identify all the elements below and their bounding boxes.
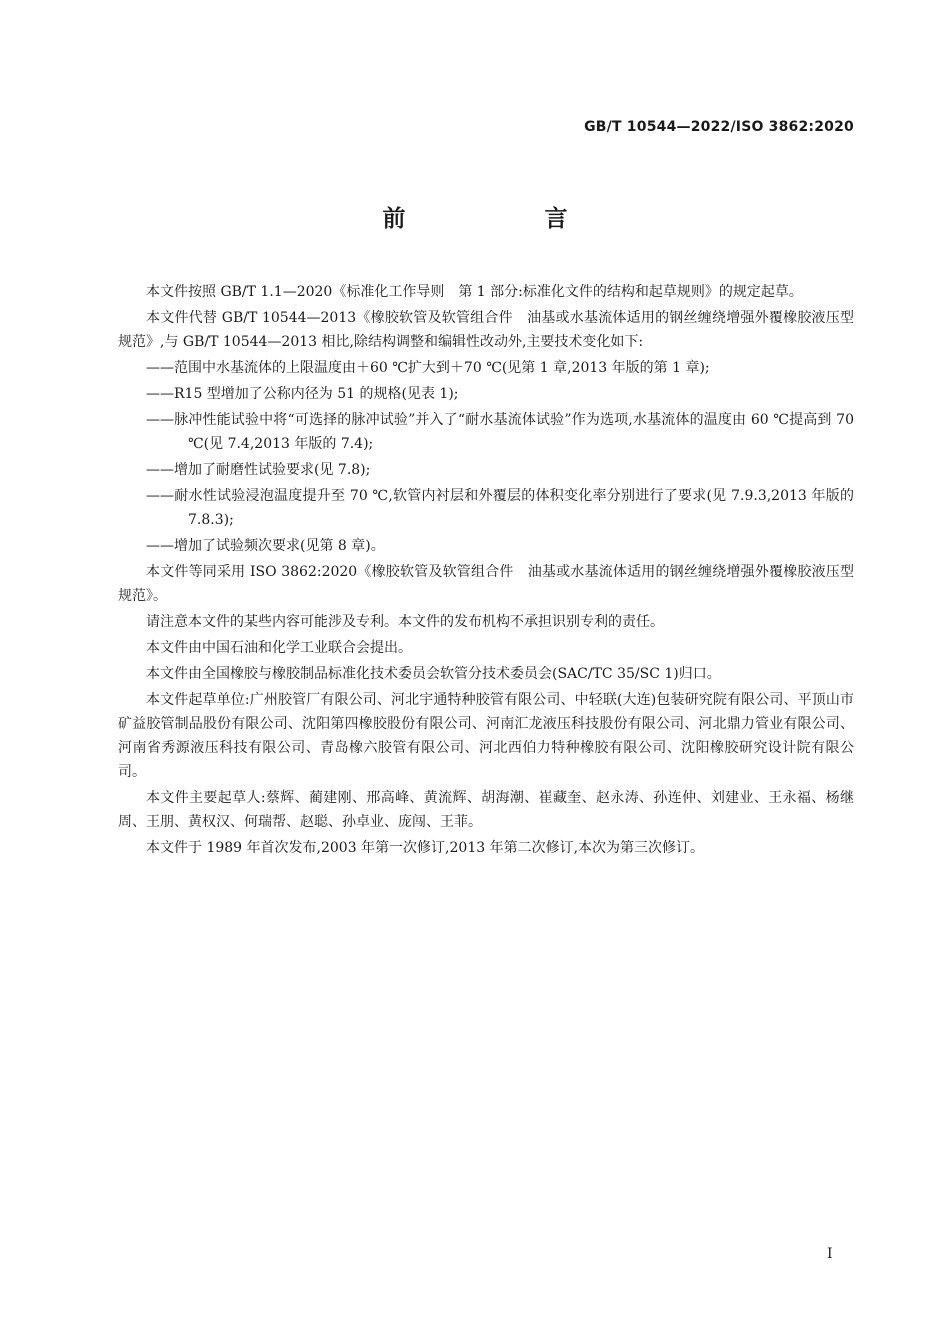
change-item: ——脉冲性能试验中将“可选择的脉冲试验”并入了“耐水基流体试验”作为选项,水基流体的温度由 60 ℃提高到 70 ℃(见 7.4,2013 年版的 7.4); [146, 412, 854, 452]
change-item: ——耐水性试验浸泡温度提升至 70 ℃,软管内衬层和外覆层的体积变化率分别进行了要求(见 7.9.3,2013 年版的 7.8.3); [146, 488, 854, 528]
paragraph: 本文件于 1989 年首次发布,2003 年第一次修订,2013 年第二次修订,本次为第三次修订。 [146, 840, 705, 856]
change-item: ——增加了试验频次要求(见第 8 章)。 [146, 538, 385, 554]
change-item: ——范围中水基流体的上限温度由＋60 ℃扩大到＋70 ℃(见第 1 章,2013 年版的第 1 章); [146, 360, 710, 376]
foreword-body [118, 280, 868, 862]
standard-number: GB/T 10544—2022/ISO 3862:2020 [584, 119, 854, 135]
paragraph: 本文件主要起草人:蔡辉、蔺建刚、邢高峰、黄流辉、胡海潮、崔藏奎、赵永涛、孙连仲、刘建业、王永福、杨继周、王朋、黄权汉、何瑞帮、赵聪、孙卓业、庞闯、王菲。 [118, 790, 854, 830]
change-item: ——R15 型增加了公称内径为 51 的规格(见表 1); [146, 386, 459, 402]
page-title: 前 言 [382, 206, 626, 232]
paragraph: 本文件按照 GB/T 1.1—2020《标准化工作导则 第 1 部分:标准化文件的结构和起草规则》的规定起草。 [146, 284, 803, 300]
page-number: I [827, 1246, 833, 1262]
change-item: ——增加了耐磨性试验要求(见 7.8); [146, 462, 371, 478]
paragraph: 本文件起草单位:广州胶管厂有限公司、河北宇通特种胶管有限公司、中轻联(大连)包装研究院有限公司、平顶山市矿益胶管制品股份有限公司、沈阳第四橡胶股份有限公司、河南汇龙液压科技股份有限公司、河北鼎力管业有限公司、河南省秀源液压科技有限公司、青岛橡六胶管有限公司、河北西伯力特种橡胶有限公司、沈阳橡胶研究设计院有限公司。 [118, 692, 854, 780]
paragraph: 本文件由中国石油和化学工业联合会提出。 [146, 640, 412, 656]
paragraph: 请注意本文件的某些内容可能涉及专利。本文件的发布机构不承担识别专利的责任。 [146, 614, 664, 630]
paragraph: 本文件代替 GB/T 10544—2013《橡胶软管及软管组合件 油基或水基流体适用的钢丝缠绕增强外覆橡胶液压型 规范》,与 GB/T 10544—2013 相比,除结构调整和编辑性改动外,主要技术变化如下: [118, 310, 868, 350]
paragraph: 本文件由全国橡胶与橡胶制品标准化技术委员会软管分技术委员会(SAC/TC 35/SC 1)归口。 [146, 666, 721, 682]
paragraph: 本文件等同采用 ISO 3862:2020《橡胶软管及软管组合件 油基或水基流体适用的钢丝缠绕增强外覆橡胶液压型 规范》。 [118, 564, 854, 604]
